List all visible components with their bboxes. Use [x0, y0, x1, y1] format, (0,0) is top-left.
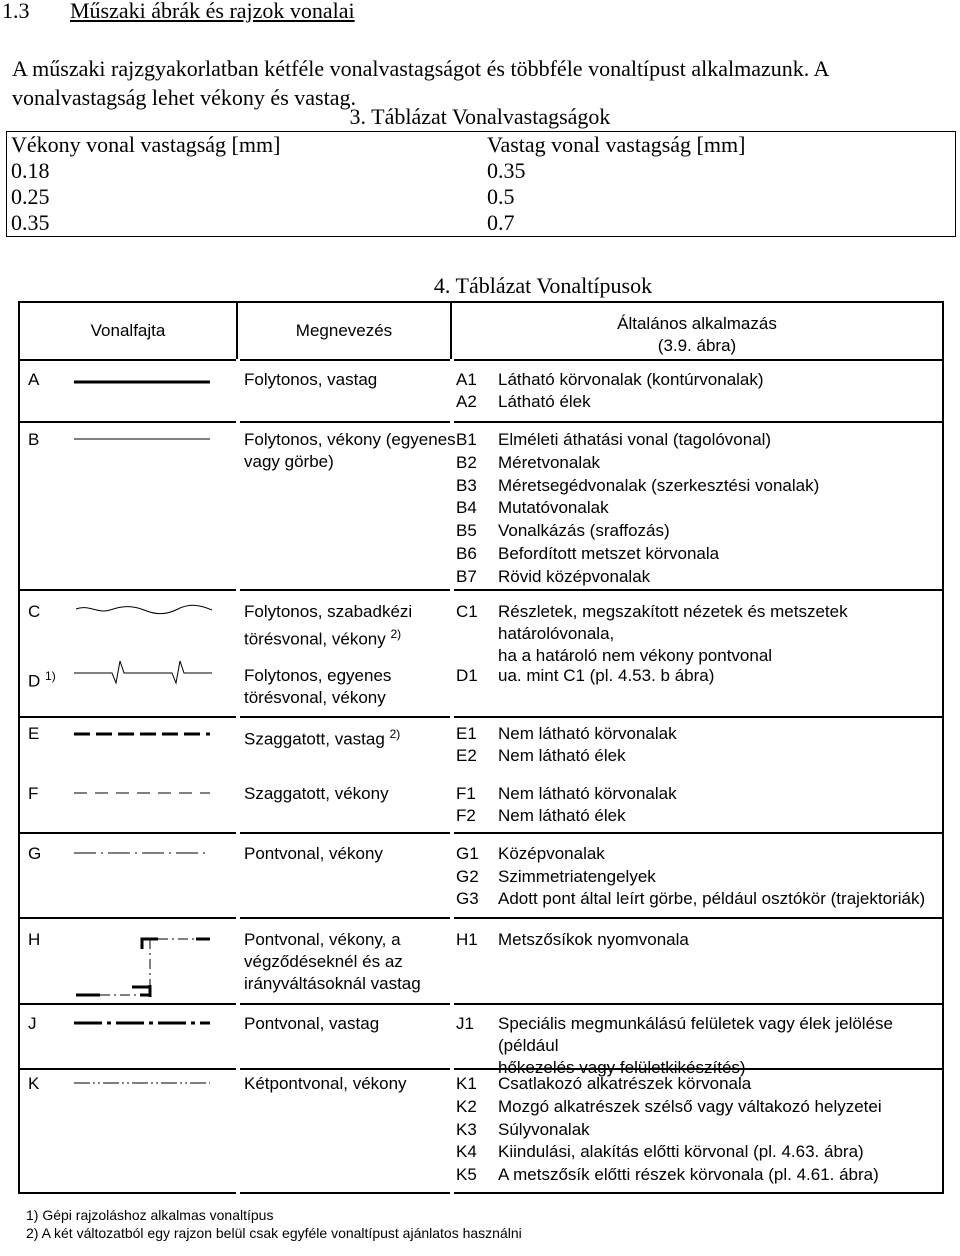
- header-application-line1: Általános alkalmazás: [617, 314, 777, 333]
- desc: Speciális megmunkálású felületek vagy élek jelölése (például: [498, 1014, 893, 1055]
- row-rule: [20, 1003, 942, 1005]
- table-cell: 0.7: [487, 210, 515, 235]
- desc: Látható körvonalak (kontúrvonalak): [498, 370, 764, 389]
- line-sample-dash-dot-thin: [74, 851, 214, 855]
- footnote-ref: 2): [389, 727, 401, 741]
- row-letter: C: [28, 602, 41, 621]
- footnote: 1) Gépi rajzoláshoz alkalmas vonaltípus: [26, 1207, 274, 1223]
- code: E2: [456, 746, 477, 765]
- code: E1: [456, 724, 477, 743]
- name-line: törésvonal, vékony: [244, 688, 386, 707]
- section-number: 1.3: [2, 0, 30, 23]
- code: K2: [456, 1096, 477, 1116]
- name-line: törésvonal, vékony: [244, 629, 386, 649]
- line-types-table: [18, 301, 944, 1194]
- line-sample-dashed-thin: [74, 791, 214, 795]
- row-name: [244, 665, 391, 709]
- row-letter: [28, 665, 56, 693]
- row-letter: B: [28, 430, 40, 449]
- row-descs: Metszősíkok nyomvonala: [498, 930, 689, 949]
- desc: Vonalkázás (sraffozás): [498, 521, 670, 541]
- desc: Nem látható élek: [498, 746, 626, 765]
- row-codes: [456, 843, 479, 911]
- table-row: [7, 132, 956, 159]
- row-name: [244, 601, 412, 651]
- name-line: Folytonos, szabadkézi: [244, 602, 413, 621]
- table-row: [7, 158, 956, 184]
- table3-caption: 3. Táblázat Vonalvastagságok: [349, 104, 611, 129]
- row-letter: H: [28, 930, 41, 949]
- table-header-cell: Vastag vonal vastagság [mm]: [487, 132, 746, 157]
- code: K1: [456, 1074, 477, 1093]
- desc: Befordított metszet körvonala: [498, 543, 720, 563]
- desc: Rövid középvonalak: [498, 566, 651, 586]
- row-descs: [498, 429, 819, 589]
- desc: Mutatóvonalak: [498, 498, 609, 518]
- code: B5: [456, 521, 477, 541]
- code: B2: [456, 452, 477, 472]
- row-name: Folytonos, vastag: [244, 370, 378, 389]
- code: A2: [456, 392, 477, 411]
- row-name: Szaggatott, vékony: [244, 784, 389, 803]
- name-line: Folytonos, vékony (egyenes: [244, 430, 456, 449]
- line-sample-dashed-thick: [74, 731, 214, 737]
- row-codes: [456, 783, 476, 827]
- desc: Szimmetriatengelyek: [498, 866, 656, 886]
- desc: Középvonalak: [498, 844, 605, 863]
- row-descs: [498, 1073, 882, 1187]
- row-rule: [20, 917, 942, 919]
- desc: Nem látható élek: [498, 806, 626, 825]
- footnote-ref: 1): [45, 669, 56, 683]
- code: B6: [456, 543, 477, 563]
- desc: Méretsegédvonalak (szerkesztési vonalak): [498, 475, 820, 495]
- row-rule: [20, 716, 942, 718]
- row-codes: [456, 429, 477, 589]
- row-name: [244, 429, 456, 473]
- footnotes: [26, 1206, 522, 1242]
- desc: hőkezelés vagy felületkikészítés): [498, 1058, 746, 1077]
- row-letter: F: [28, 784, 39, 803]
- row-letter: G: [28, 844, 42, 863]
- code: B1: [456, 430, 477, 449]
- line-sample-dash-dot-thick: [74, 1020, 214, 1026]
- table4-caption: 4. Táblázat Vonaltípusok: [433, 273, 653, 298]
- desc: Mozgó alkatrészek szélső vagy váltakozó helyzetei: [498, 1096, 882, 1116]
- row-codes: C1: [456, 602, 478, 621]
- table-cell: 0.35: [487, 158, 526, 183]
- row-name: Pontvonal, vékony: [244, 844, 383, 863]
- desc: Csatlakozó alkatrészek körvonala: [498, 1074, 752, 1093]
- code: F2: [456, 806, 476, 825]
- row-codes: [456, 369, 477, 413]
- row-codes: H1: [456, 930, 478, 949]
- line-sample-zigzag: [74, 655, 214, 689]
- line-sample-dash-double-dot: [74, 1081, 214, 1085]
- table-row: [7, 184, 956, 210]
- header-application-line2: (3.9. ábra): [657, 336, 737, 355]
- row-descs: ua. mint C1 (pl. 4.53. b ábra): [498, 666, 715, 685]
- letter: D: [28, 671, 41, 691]
- name-line: vagy görbe): [244, 452, 334, 471]
- row-codes: [456, 723, 477, 767]
- desc: Részletek, megszakított nézetek és metszetek határolóvonala,: [498, 602, 848, 643]
- code: F1: [456, 784, 476, 803]
- name-line: irányváltásoknál vastag: [244, 974, 421, 993]
- name-line: Folytonos, egyenes: [244, 666, 392, 685]
- row-letter: E: [28, 724, 40, 743]
- desc: Nem látható körvonalak: [498, 784, 677, 803]
- row-name: Pontvonal, vastag: [244, 1014, 380, 1033]
- code: B3: [456, 475, 477, 495]
- row-codes: D1: [456, 666, 478, 685]
- code: B4: [456, 498, 477, 518]
- desc: Súlyvonalak: [498, 1119, 590, 1139]
- row-name: [244, 723, 400, 751]
- desc: A metszősík előtti részek körvonala (pl. 4.61. ábra): [498, 1165, 879, 1185]
- name-line: Szaggatott, vastag: [244, 729, 385, 749]
- desc: Kiindulási, alakítás előtti körvonal (pl. 4.63. ábra): [498, 1142, 864, 1162]
- row-descs: [498, 601, 942, 667]
- name-line: Pontvonal, vékony, a: [244, 930, 401, 949]
- table-cell: 0.18: [11, 158, 50, 183]
- code: B7: [456, 566, 477, 586]
- code: G1: [456, 844, 479, 863]
- row-descs: [498, 369, 764, 413]
- column-gap: [450, 359, 454, 1194]
- code: G3: [456, 889, 479, 908]
- intro-paragraph: A műszaki rajzgyakorlatban kétféle vonalvastagságot és többféle vonaltípust alkalmazunk. A vonalvastagság lehet vékony és vastag.: [12, 56, 829, 110]
- row-codes: J1: [456, 1014, 474, 1033]
- header-line-type: Vonalfajta: [90, 321, 166, 340]
- section-title: Műszaki ábrák és rajzok vonalai: [70, 0, 355, 23]
- desc: Adott pont által leírt görbe, például osztókör (trajektoriák): [498, 889, 926, 908]
- desc: Elméleti áthatási vonal (tagolóvonal): [498, 430, 772, 449]
- row-name: Kétpontvonal, vékony: [244, 1074, 407, 1093]
- row-rule: [20, 832, 942, 834]
- table-header-cell: Vékony vonal vastagság [mm]: [11, 132, 281, 157]
- row-name: [244, 929, 421, 995]
- name-line: végződéseknél és az: [244, 952, 403, 971]
- table-cell: 0.35: [11, 210, 50, 235]
- line-sample-cutting-plane: [70, 929, 220, 999]
- line-sample-continuous-thick: [74, 379, 214, 385]
- line-sample-freehand: [74, 603, 214, 617]
- row-descs: [498, 783, 677, 827]
- footnote: 2) A két változatból egy rajzon belül csak egyféle vonaltípust ajánlatos használni: [26, 1225, 522, 1241]
- row-codes: [456, 1073, 477, 1187]
- row-letter: A: [28, 370, 40, 389]
- table-cell: 0.5: [487, 184, 515, 209]
- code: G2: [456, 866, 479, 886]
- line-thickness-table: [6, 131, 956, 237]
- code: K3: [456, 1119, 477, 1139]
- header-application: [452, 313, 942, 357]
- code: A1: [456, 370, 477, 389]
- row-letter: K: [28, 1074, 40, 1093]
- desc: ha a határoló nem vékony pontvonal: [498, 646, 773, 665]
- table-cell: 0.25: [11, 184, 50, 209]
- row-descs: [498, 1013, 942, 1079]
- code: K5: [456, 1165, 477, 1185]
- desc: Látható élek: [498, 392, 591, 411]
- footnote-ref: 2): [390, 627, 402, 641]
- row-rule: [20, 421, 942, 423]
- code: K4: [456, 1142, 477, 1162]
- row-letter: J: [28, 1014, 37, 1033]
- row-descs: [498, 723, 677, 767]
- header-divider: [450, 303, 452, 359]
- row-descs: [498, 843, 925, 911]
- header-name: Megnevezés: [295, 321, 393, 340]
- table-row: [7, 210, 956, 237]
- column-gap: [236, 359, 240, 1194]
- header-divider: [236, 303, 238, 359]
- desc: Nem látható körvonalak: [498, 724, 677, 743]
- header-rule: [20, 359, 942, 361]
- row-rule: [20, 589, 942, 591]
- line-sample-continuous-thin: [74, 437, 214, 441]
- desc: Méretvonalak: [498, 452, 601, 472]
